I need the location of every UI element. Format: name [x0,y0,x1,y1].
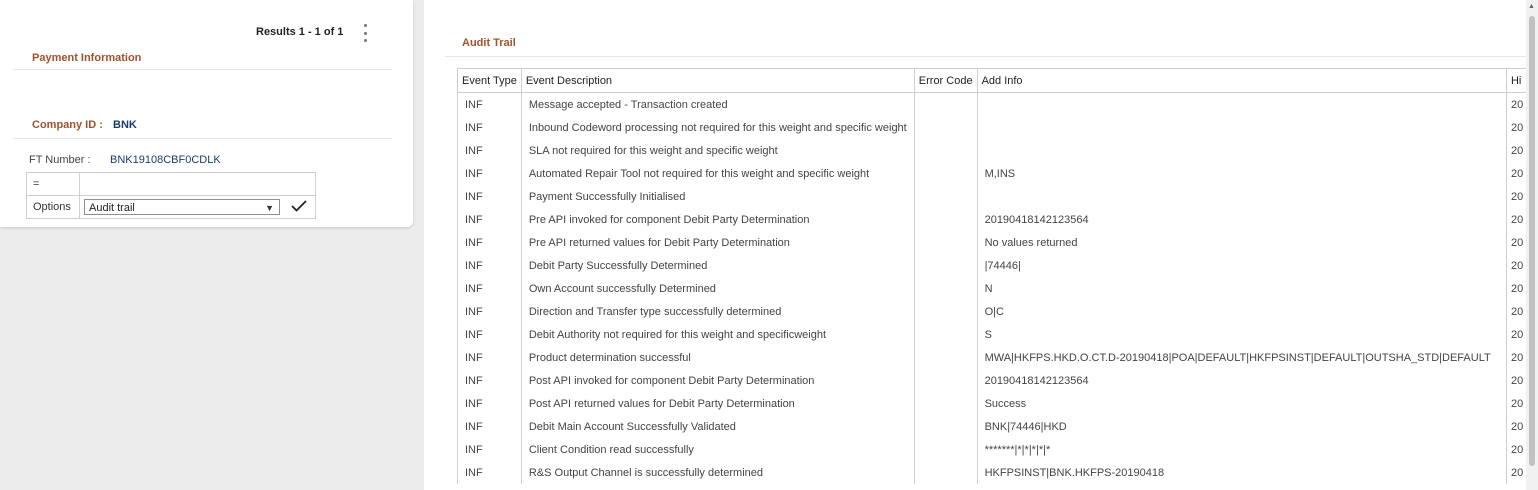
scrollbar-thumb[interactable] [1529,16,1535,466]
event-description-cell: Debit Authority not required for this weight and specificweight [521,323,914,346]
add-info-cell: No values returned [977,231,1506,254]
error-code-cell [914,162,977,185]
column-header-error-code[interactable]: Error Code [914,69,977,93]
event-type-cell: INF [458,254,522,277]
chevron-down-icon: ▼ [265,203,274,213]
table-row [458,346,1538,369]
history-cell: 20 [1506,162,1537,185]
event-type-cell: INF [458,346,522,369]
audit-table [457,68,1538,484]
error-code-cell [914,139,977,162]
event-description-cell: Pre API returned values for Debit Party Determination [521,231,914,254]
error-code-cell [914,300,977,323]
error-code-cell [914,116,977,139]
event-type-cell: INF [458,162,522,185]
table-row [458,116,1538,139]
add-info-cell: M,INS [977,162,1506,185]
column-header-event-type[interactable]: Event Type [458,69,522,93]
add-info-cell: O|C [977,300,1506,323]
event-type-cell: INF [458,116,522,139]
event-type-cell: INF [458,208,522,231]
event-description-cell: R&S Output Channel is successfully determined [521,461,914,484]
error-code-cell [914,254,977,277]
options-select[interactable] [84,199,280,215]
add-info-cell: S [977,323,1506,346]
table-row [458,139,1538,162]
check-icon[interactable] [291,200,307,215]
event-type-cell: INF [458,438,522,461]
event-description-cell: Own Account successfully Determined [521,277,914,300]
history-cell: 20 [1506,461,1537,484]
table-row [458,392,1538,415]
ft-number-value: BNK19108CBF0CDLK [110,154,221,166]
table-row [458,277,1538,300]
error-code-cell [914,93,977,117]
options-selected-value: Audit trail [89,202,135,214]
event-description-cell: Product determination successful [521,346,914,369]
table-row [458,254,1538,277]
table-row [458,93,1538,117]
history-cell: 20 [1506,415,1537,438]
error-code-cell [914,277,977,300]
add-info-cell: Success [977,392,1506,415]
history-cell: 20 [1506,185,1537,208]
add-info-cell [977,185,1506,208]
history-cell: 20 [1506,369,1537,392]
add-info-cell: 20190418142123564 [977,369,1506,392]
audit-trail-title: Audit Trail [462,37,516,49]
add-info-cell: *******|*|*|*|*|* [977,438,1506,461]
table-row [27,196,316,219]
history-cell: 20 [1506,392,1537,415]
add-info-cell: BNK|74446|HKD [977,415,1506,438]
error-code-cell [914,438,977,461]
table-row [458,415,1538,438]
scroll-up-icon[interactable]: ▲ [1528,3,1535,10]
event-type-cell: INF [458,231,522,254]
history-cell: 20 [1506,346,1537,369]
table-row [458,162,1538,185]
add-info-cell: |74446| [977,254,1506,277]
history-cell: 20 [1506,231,1537,254]
add-info-cell [977,139,1506,162]
payment-info-title: Payment Information [32,52,142,64]
empty-cell [80,173,316,196]
error-code-cell [914,231,977,254]
history-cell: 20 [1506,139,1537,162]
divider [445,56,1538,57]
kebab-icon[interactable] [360,24,370,42]
table-row [458,438,1538,461]
table-row [458,208,1538,231]
add-info-cell: 20190418142123564 [977,208,1506,231]
event-description-cell: Debit Party Successfully Determined [521,254,914,277]
results-count: Results 1 - 1 of 1 [256,26,344,38]
table-row [458,369,1538,392]
event-type-cell: INF [458,323,522,346]
column-header-event-description[interactable]: Event Description [521,69,914,93]
event-description-cell: Message accepted - Transaction created [521,93,914,117]
payment-info-panel [0,0,413,227]
event-type-cell: INF [458,139,522,162]
history-cell: 20 [1506,300,1537,323]
event-description-cell: Post API invoked for component Debit Party Determination [521,369,914,392]
divider [13,69,392,70]
add-info-cell [977,93,1506,117]
options-label: Options [27,196,80,219]
error-code-cell [914,369,977,392]
event-type-cell: INF [458,415,522,438]
vertical-scrollbar[interactable] [1526,0,1538,490]
company-id-label: Company ID : [32,119,103,131]
event-description-cell: Inbound Codeword processing not required for this weight and specific weight [521,116,914,139]
event-type-cell: INF [458,93,522,117]
event-description-cell: Automated Repair Tool not required for this weight and specific weight [521,162,914,185]
history-cell: 20 [1506,323,1537,346]
error-code-cell [914,208,977,231]
table-row [458,323,1538,346]
table-row [458,231,1538,254]
event-type-cell: INF [458,277,522,300]
error-code-cell [914,346,977,369]
add-info-cell: HKFPSINST|BNK.HKFPS-20190418 [977,461,1506,484]
history-cell: 20 [1506,277,1537,300]
table-header-row [458,69,1538,93]
event-type-cell: INF [458,300,522,323]
history-cell: 20 [1506,208,1537,231]
audit-trail-panel [424,0,1538,490]
error-code-cell [914,185,977,208]
history-cell: 20 [1506,116,1537,139]
add-info-cell: MWA|HKFPS.HKD.O.CT.D-20190418|POA|DEFAULT|HKFPSINST|DEFAULT|OUTSHA_STD|DEFAULT [977,346,1506,369]
event-type-cell: INF [458,392,522,415]
add-info-cell [977,116,1506,139]
row-marker: = [27,173,80,196]
error-code-cell [914,415,977,438]
event-description-cell: Client Condition read successfully [521,438,914,461]
table-row [458,461,1538,484]
table-row [27,173,316,196]
event-type-cell: INF [458,461,522,484]
error-code-cell [914,323,977,346]
company-id-value: BNK [113,119,137,131]
event-description-cell: Direction and Transfer type successfully determined [521,300,914,323]
options-cell [80,196,316,219]
event-description-cell: SLA not required for this weight and specific weight [521,139,914,162]
table-row [458,300,1538,323]
event-description-cell: Payment Successfully Initialised [521,185,914,208]
history-cell: 20 [1506,254,1537,277]
add-info-cell: N [977,277,1506,300]
event-description-cell: Post API returned values for Debit Party Determination [521,392,914,415]
column-header-history[interactable]: Hi [1506,69,1537,93]
event-type-cell: INF [458,369,522,392]
error-code-cell [914,392,977,415]
event-type-cell: INF [458,185,522,208]
ft-number-label: FT Number : [29,154,91,166]
divider [13,138,392,139]
error-code-cell [914,461,977,484]
options-table [26,172,316,219]
column-header-add-info[interactable]: Add Info [977,69,1506,93]
history-cell: 20 [1506,438,1537,461]
event-description-cell: Pre API invoked for component Debit Party Determination [521,208,914,231]
table-row [458,185,1538,208]
history-cell: 20 [1506,93,1537,117]
event-description-cell: Debit Main Account Successfully Validated [521,415,914,438]
